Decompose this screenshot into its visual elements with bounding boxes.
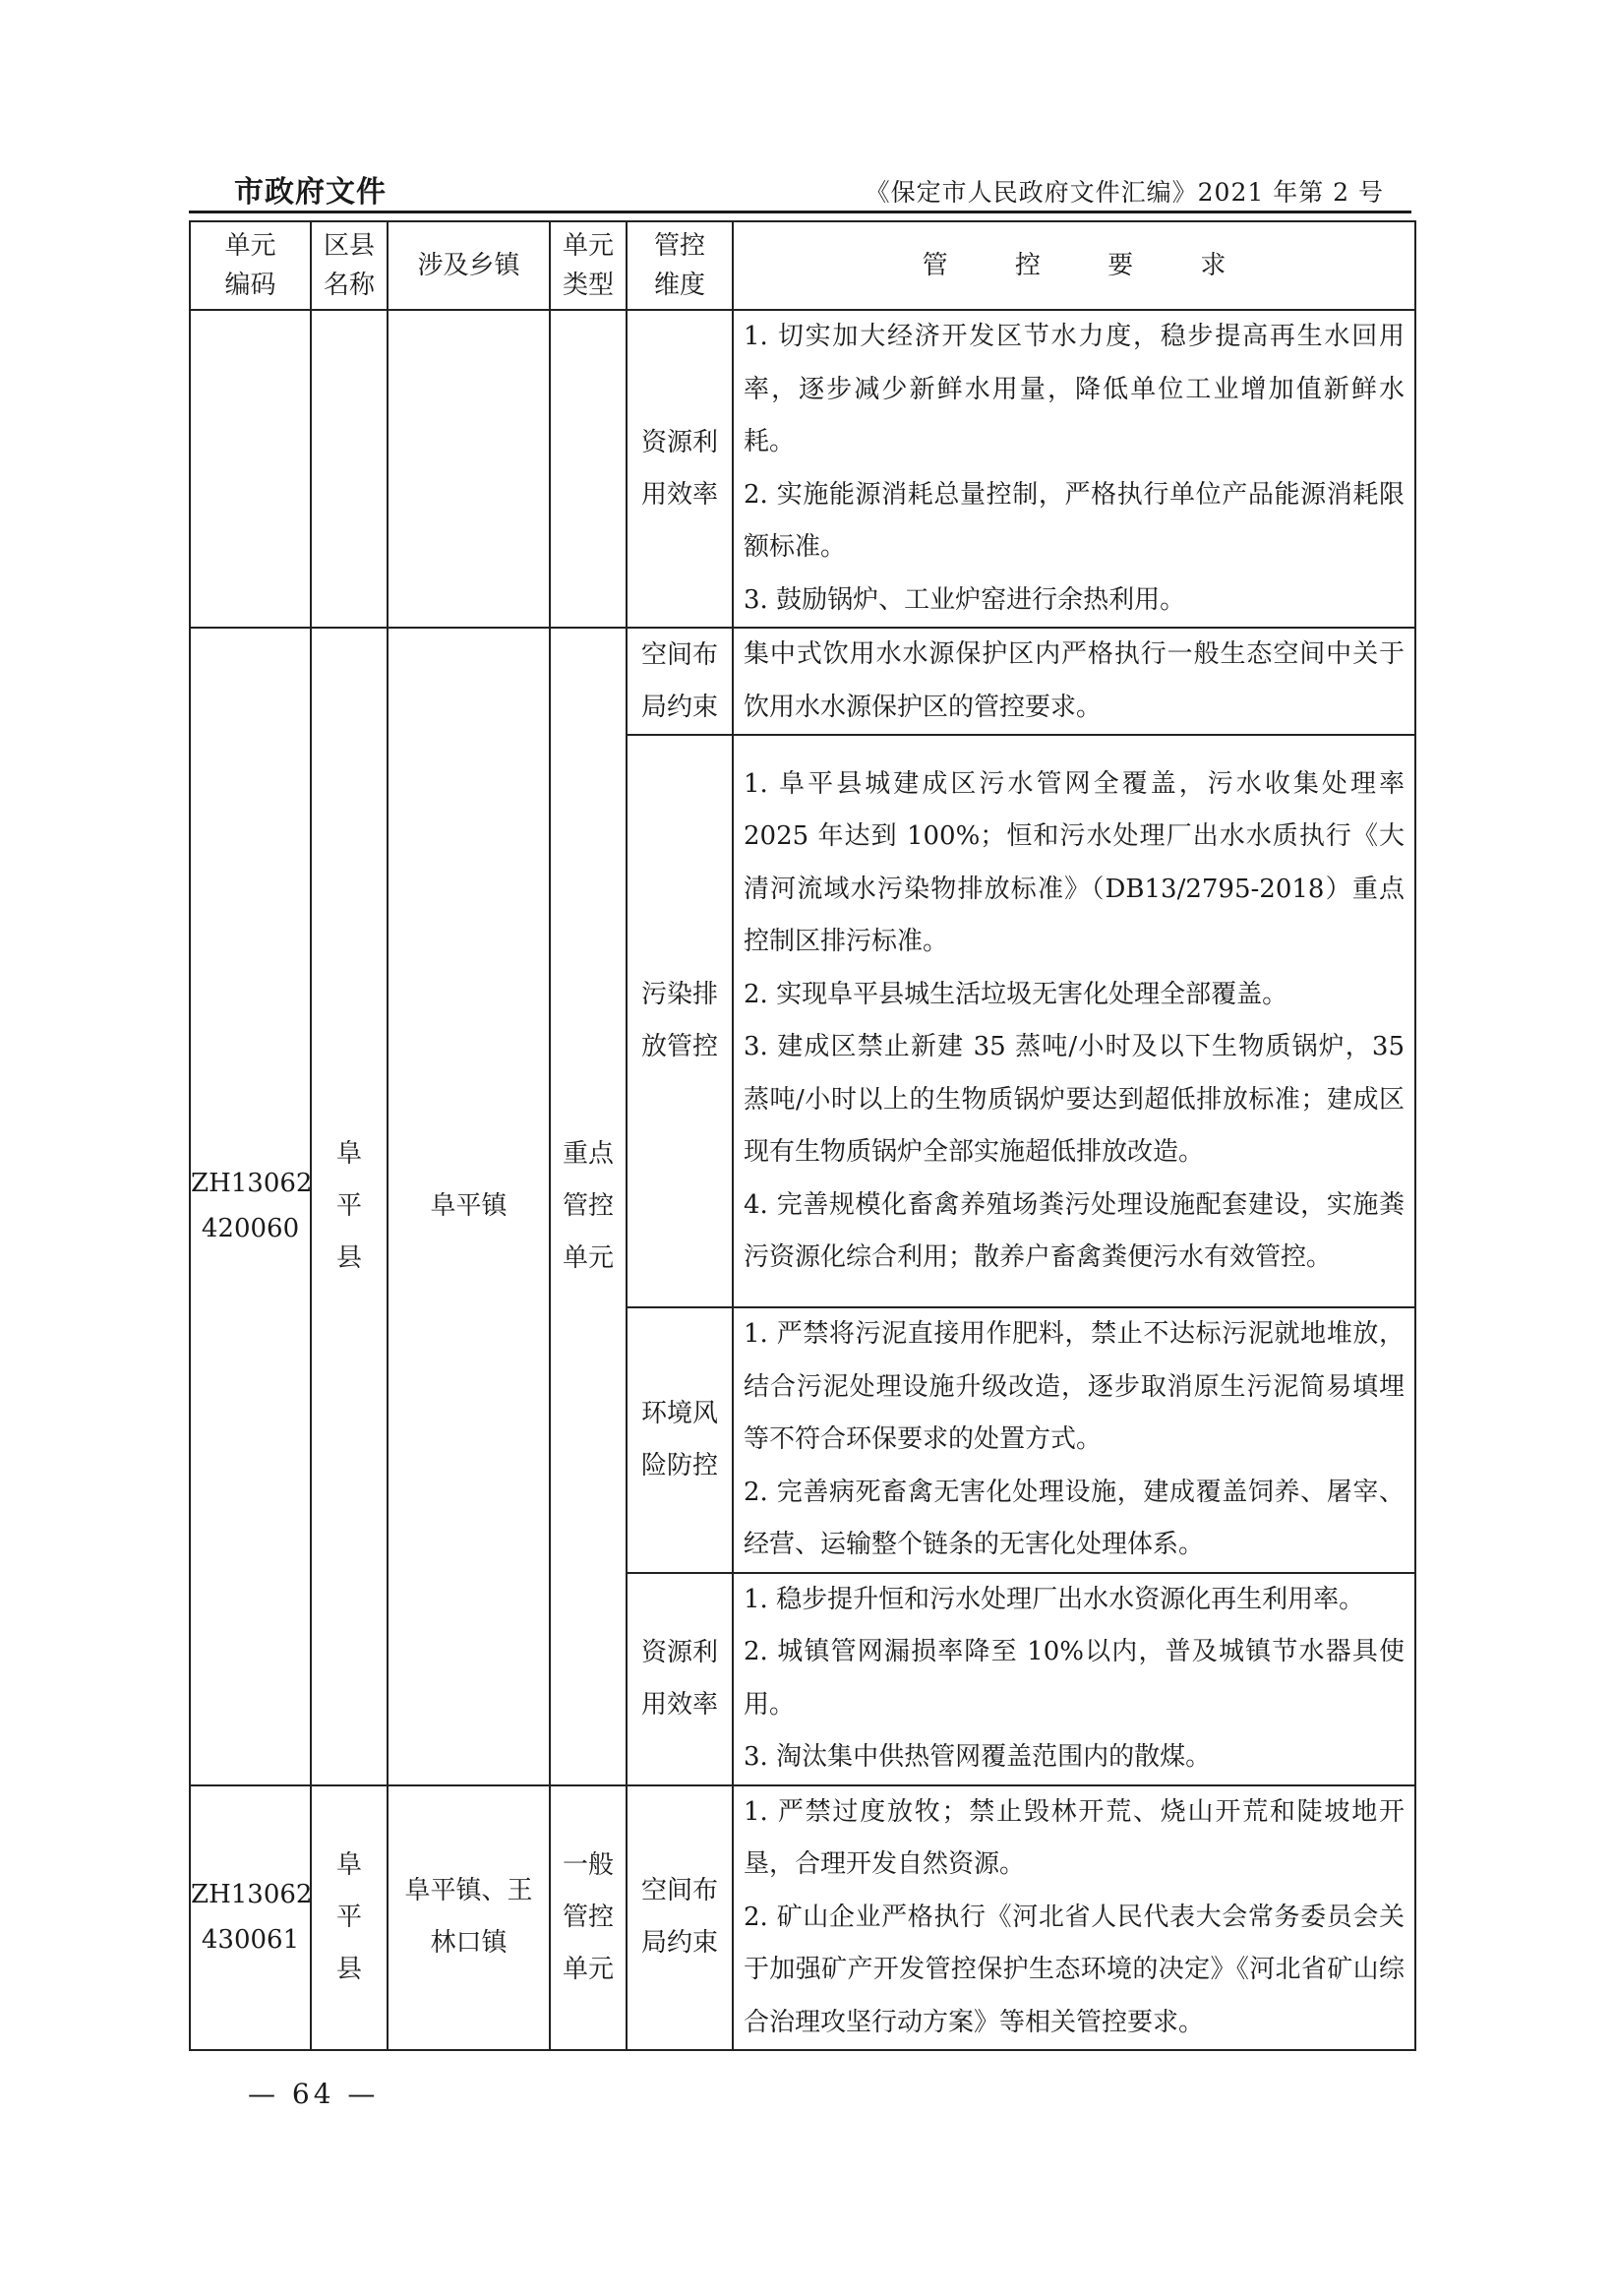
- cell-requirements: 1. 切实加大经济开发区节水力度，稳步提高再生水回用率，逐步减少新鲜水用量，降低单位工业增加值新鲜水耗。 2. 实施能源消耗总量控制，严格执行单位产品能源消耗限额标准。 3. 鼓励锅炉、工业炉窑进行余热利用。: [733, 310, 1415, 628]
- cell-requirements: 1. 稳步提升恒和污水处理厂出水水资源化再生利用率。 2. 城镇管网漏损率降至 10%以内，普及城镇节水器具使用。 3. 淘汰集中供热管网覆盖范围内的散煤。: [733, 1573, 1415, 1785]
- cell-dimension: 空间布 局约束: [627, 1785, 733, 2051]
- cell-unit-code-empty: [190, 310, 311, 628]
- cell-requirements: 1. 阜平县城建成区污水管网全覆盖，污水收集处理率 2025 年达到 100%；恒和污水处理厂出水水质执行《大清河流域水污染物排放标准》（DB13/2795-2018）重点控制区排污标准。 2. 实现阜平县城生活垃圾无害化处理全部覆盖。 3. 建成区禁止新建 35 蒸吨/小时及以下生物质锅炉，35 蒸吨/小时以上的生物质锅炉要达到超低排放标准；建成区现有生物质锅炉全部实施超低排放改造。 4. 完善规模化畜禽养殖场粪污处理设施配套建设，实施粪污资源化综合利用；散养户畜禽粪便污水有效管控。: [733, 735, 1415, 1307]
- header-section-label: 市政府文件: [234, 175, 387, 210]
- header-county-name: 区县 名称: [311, 221, 388, 310]
- cell-unit-type: 重点 管控 单元: [550, 628, 627, 1785]
- table-row: [190, 628, 1415, 735]
- cell-county-empty: [311, 310, 388, 628]
- cell-dimension: 污染排 放管控: [627, 735, 733, 1307]
- cell-unit-code: ZH13062 420060: [190, 628, 311, 1785]
- cell-type-empty: [550, 310, 627, 628]
- cell-unit-type: 一般 管控 单元: [550, 1785, 627, 2051]
- header-control-requirements: 管 控 要 求: [733, 221, 1415, 310]
- table-row: [190, 310, 1415, 628]
- table-header-row: [190, 221, 1415, 310]
- cell-requirements: 1. 严禁将污泥直接用作肥料，禁止不达标污泥就地堆放，结合污泥处理设施升级改造，逐步取消原生污泥简易填埋等不符合环保要求的处置方式。 2. 完善病死畜禽无害化处理设施，建成覆盖饲养、屠宰、经营、运输整个链条的无害化处理体系。: [733, 1307, 1415, 1573]
- table-row: [190, 1785, 1415, 2051]
- cell-towns: 阜平镇: [388, 628, 550, 1785]
- cell-dimension: 环境风 险防控: [627, 1307, 733, 1573]
- cell-towns-empty: [388, 310, 550, 628]
- header-unit-code: 单元 编码: [190, 221, 311, 310]
- header-towns: 涉及乡镇: [388, 221, 550, 310]
- header-rule: [189, 211, 1411, 213]
- cell-dimension: 资源利 用效率: [627, 310, 733, 628]
- cell-dimension: 资源利 用效率: [627, 1573, 733, 1785]
- header-publication-title: 《保定市人民政府文件汇编》2021 年第 2 号: [865, 178, 1384, 207]
- header-control-dimension: 管控 维度: [627, 221, 733, 310]
- cell-unit-code: ZH13062 430061: [190, 1785, 311, 2051]
- cell-dimension: 空间布 局约束: [627, 628, 733, 735]
- page-number: — 64 —: [248, 2078, 380, 2110]
- cell-requirements: 集中式饮用水水源保护区内严格执行一般生态空间中关于饮用水水源保护区的管控要求。: [733, 628, 1415, 735]
- control-requirements-table: [189, 220, 1416, 2051]
- cell-towns: 阜平镇、王 林口镇: [388, 1785, 550, 2051]
- cell-county: 阜 平 县: [311, 628, 388, 1785]
- cell-requirements: 1. 严禁过度放牧；禁止毁林开荒、烧山开荒和陡坡地开垦，合理开发自然资源。 2. 矿山企业严格执行《河北省人民代表大会常务委员会关于加强矿产开发管控保护生态环境的决定》《河北省矿山综合治理攻坚行动方案》等相关管控要求。: [733, 1785, 1415, 2051]
- header-unit-type: 单元 类型: [550, 221, 627, 310]
- cell-county: 阜 平 县: [311, 1785, 388, 2051]
